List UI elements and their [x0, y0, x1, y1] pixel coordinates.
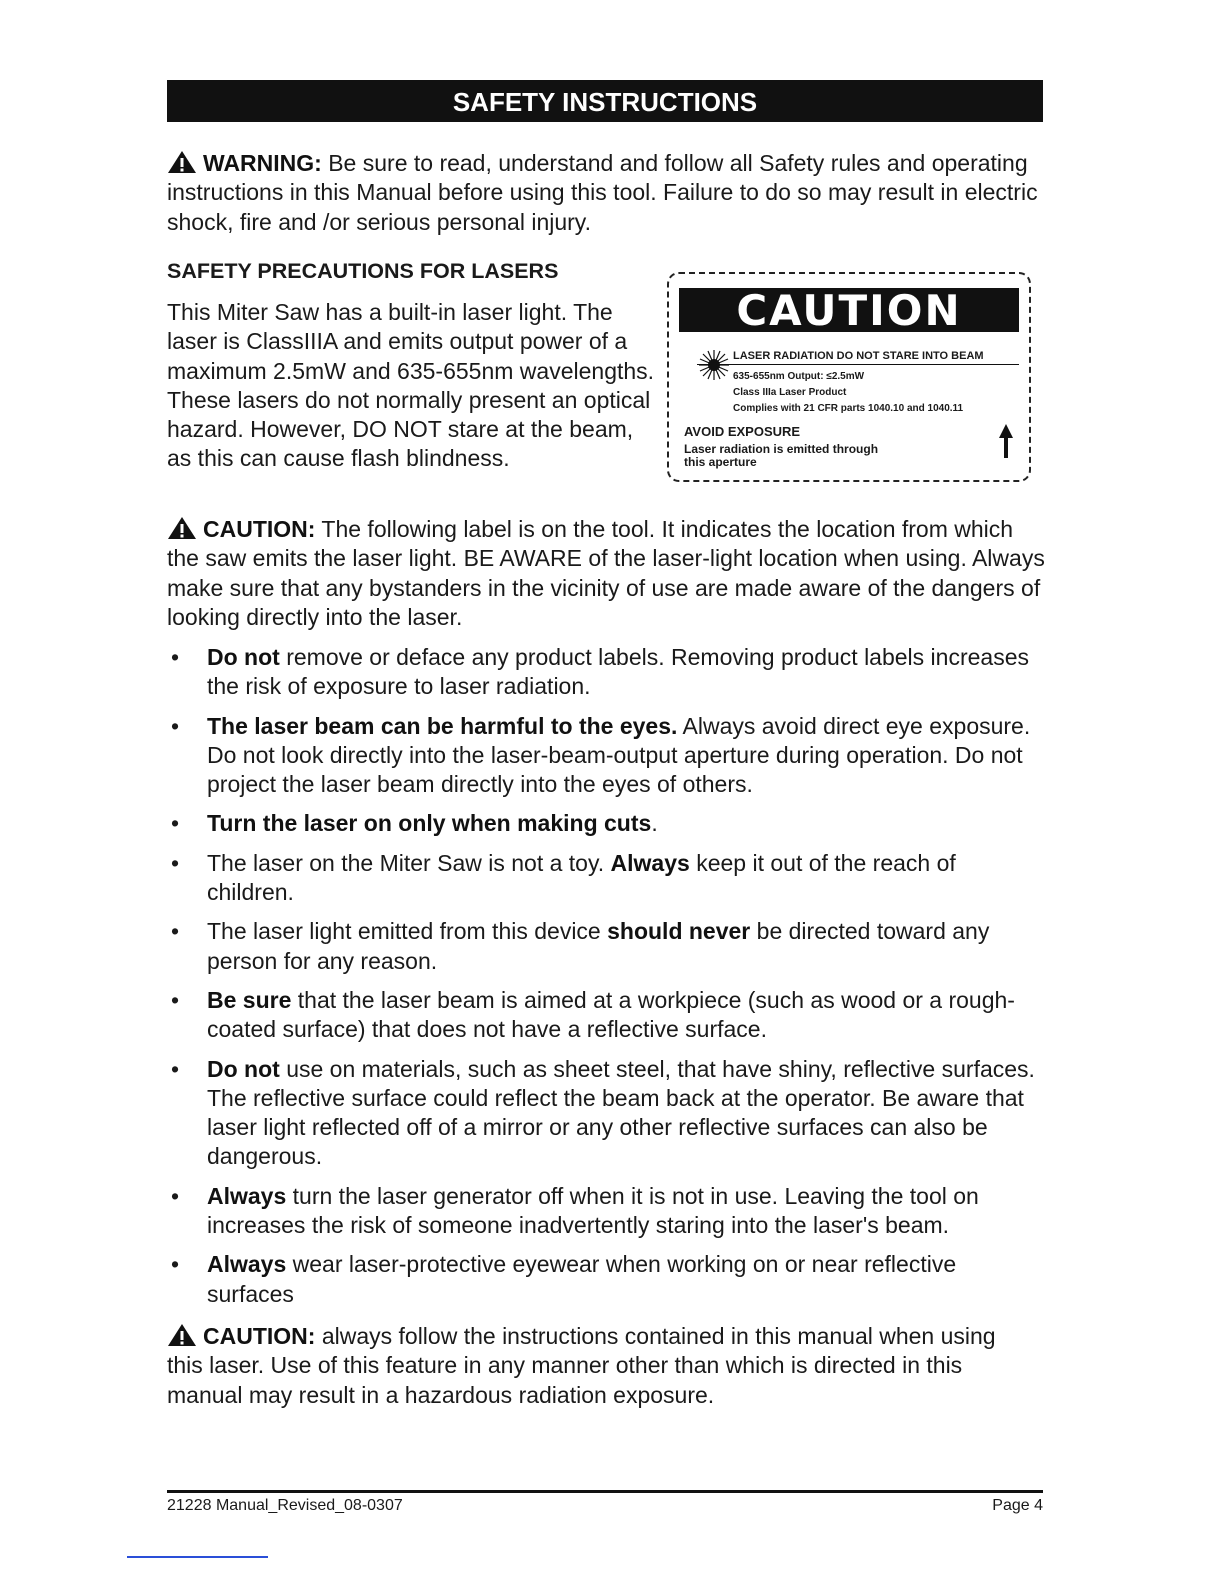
bullet-item	[167, 917, 1047, 976]
bullet-item	[167, 712, 1047, 800]
bullet-pre: The laser on the Miter Saw is not a toy.	[207, 849, 611, 876]
bullet-bold: Do not	[207, 644, 280, 670]
bullet-dot: •	[171, 644, 180, 670]
label-complies: Complies with 21 CFR parts 1040.10 and 1040.11	[733, 403, 964, 414]
bullet-pre: The laser light emitted from this device	[207, 918, 608, 945]
bullet-dot: •	[171, 1182, 180, 1209]
laser-burst-icon	[699, 350, 729, 380]
label-emitted-line2: this aperture	[684, 455, 757, 469]
bullet-item	[167, 1250, 1047, 1309]
bullet-post: be directed toward any person for any reason.	[207, 918, 990, 974]
bullet-dot: •	[171, 986, 180, 1013]
warning-triangle-icon	[167, 150, 197, 174]
label-class: Class IIIa Laser Product	[733, 387, 847, 398]
label-rule	[697, 364, 1019, 365]
bullet-bold: Always	[207, 1182, 287, 1209]
footer-page-number: Page 4	[992, 1497, 1043, 1514]
warning-paragraph	[167, 149, 1042, 237]
aperture-arrow-icon	[999, 424, 1013, 458]
footer-document-id: 21228 Manual_Revised_08-0307	[167, 1497, 403, 1514]
bullet-item	[167, 809, 1047, 838]
bullet-post: use on materials, such as sheet steel, that have shiny, reflective surfaces. The reflective surface could reflect the beam back at the operator. Be aware that laser light reflected off of a mirror or any other reflective surfaces can also be dangerous.	[207, 1055, 1035, 1170]
caution-text: The following label is on the tool. It indicates the location from which the saw emits the laser light. BE AWARE of the laser-light location when using. Always make sure that any bystanders in the vicinity of use are made aware of the dangers of looking directly into the laser.	[167, 516, 1045, 630]
bullet-post: .	[651, 810, 658, 837]
bullet-post: that the laser beam is aimed at a workpiece (such as wood or a rough-coated surface) that does not have a reflective surface.	[207, 986, 1015, 1043]
bullet-bold: Always	[610, 849, 690, 876]
warning-triangle-icon	[167, 516, 197, 540]
bullet-post: keep it out of the reach of children.	[207, 849, 956, 906]
bullet-bold: Always	[207, 1251, 287, 1278]
caution-label-title: CAUTION	[679, 288, 1019, 332]
bullet-bold: The laser beam can be harmful to the eyes.	[207, 712, 678, 739]
page-edge-line	[127, 1556, 268, 1558]
label-emitted	[684, 443, 878, 469]
label-spec: 635-655nm Output: ≤2.5mW	[733, 371, 865, 382]
warning-text: Be sure to read, understand and follow all Safety rules and operating instructions in this Manual before using this tool. Failure to do so may result in electric shock, fire and /or serious personal injury.	[167, 150, 1038, 235]
bullet-bold: should never	[607, 918, 751, 945]
warning-triangle-icon	[167, 1323, 197, 1347]
bullet-dot: •	[171, 849, 180, 876]
bullet-post: remove or deface any product labels. Removing product labels increases the risk of exposure to laser radiation.	[207, 644, 1029, 700]
bullet-post: Always avoid direct eye exposure. Do not look directly into the laser-beam-output aperture during operation. Do not project the laser beam directly into the eyes of others.	[207, 712, 1031, 798]
bullet-item	[167, 849, 1047, 908]
laser-section-text: This Miter Saw has a built-in laser light. The laser is ClassIIIA and emits output power of a maximum 2.5mW and 635-655nm wavelengths. These lasers do not normally present an optical hazard. However, DO NOT stare at the beam, as this can cause flash blindness.	[167, 299, 655, 472]
bullet-dot: •	[171, 1251, 180, 1278]
bullet-bold: Do not	[207, 1055, 280, 1082]
bullet-bold: Turn the laser on only when making cuts	[207, 810, 652, 837]
bullet-dot: •	[171, 1055, 180, 1082]
caution-label-image	[667, 272, 1031, 482]
bullet-dot: •	[171, 810, 180, 837]
bullet-post: wear laser-protective eyewear when working on or near reflective surfaces	[207, 1251, 957, 1307]
bullet-post: turn the laser generator off when it is not in use. Leaving the tool on increases the risk of someone inadvertently staring into the laser's beam.	[207, 1182, 979, 1239]
section-title-banner: SAFETY INSTRUCTIONS	[167, 80, 1043, 122]
caution-label: CAUTION:	[203, 1323, 316, 1349]
bullet-item	[167, 1055, 1047, 1172]
label-emitted-line1: Laser radiation is emitted through	[684, 442, 879, 456]
footer-rule	[167, 1490, 1043, 1493]
bullet-dot: •	[171, 712, 180, 739]
bullet-dot: •	[171, 918, 180, 945]
caution-label: CAUTION:	[203, 516, 316, 542]
bullet-item	[167, 1182, 1047, 1241]
caution-paragraph-1	[167, 515, 1047, 632]
label-avoid-exposure: AVOID EXPOSURE	[684, 424, 801, 439]
label-warning-line: LASER RADIATION DO NOT STARE INTO BEAM	[733, 350, 984, 362]
caution-paragraph-2	[167, 1322, 1037, 1410]
warning-label: WARNING:	[203, 150, 322, 176]
caution-text: always follow the instructions contained in this manual when using this laser. Use of this feature in any manner other than which is directed in this manual may result in a hazardous radiation exposure.	[167, 1323, 996, 1408]
laser-safety-bullet-list	[167, 643, 1047, 1319]
bullet-bold: Be sure	[207, 986, 292, 1013]
laser-section-heading: SAFETY PRECAUTIONS FOR LASERS	[167, 259, 559, 283]
bullet-item	[167, 986, 1047, 1045]
bullet-item	[167, 643, 1047, 702]
